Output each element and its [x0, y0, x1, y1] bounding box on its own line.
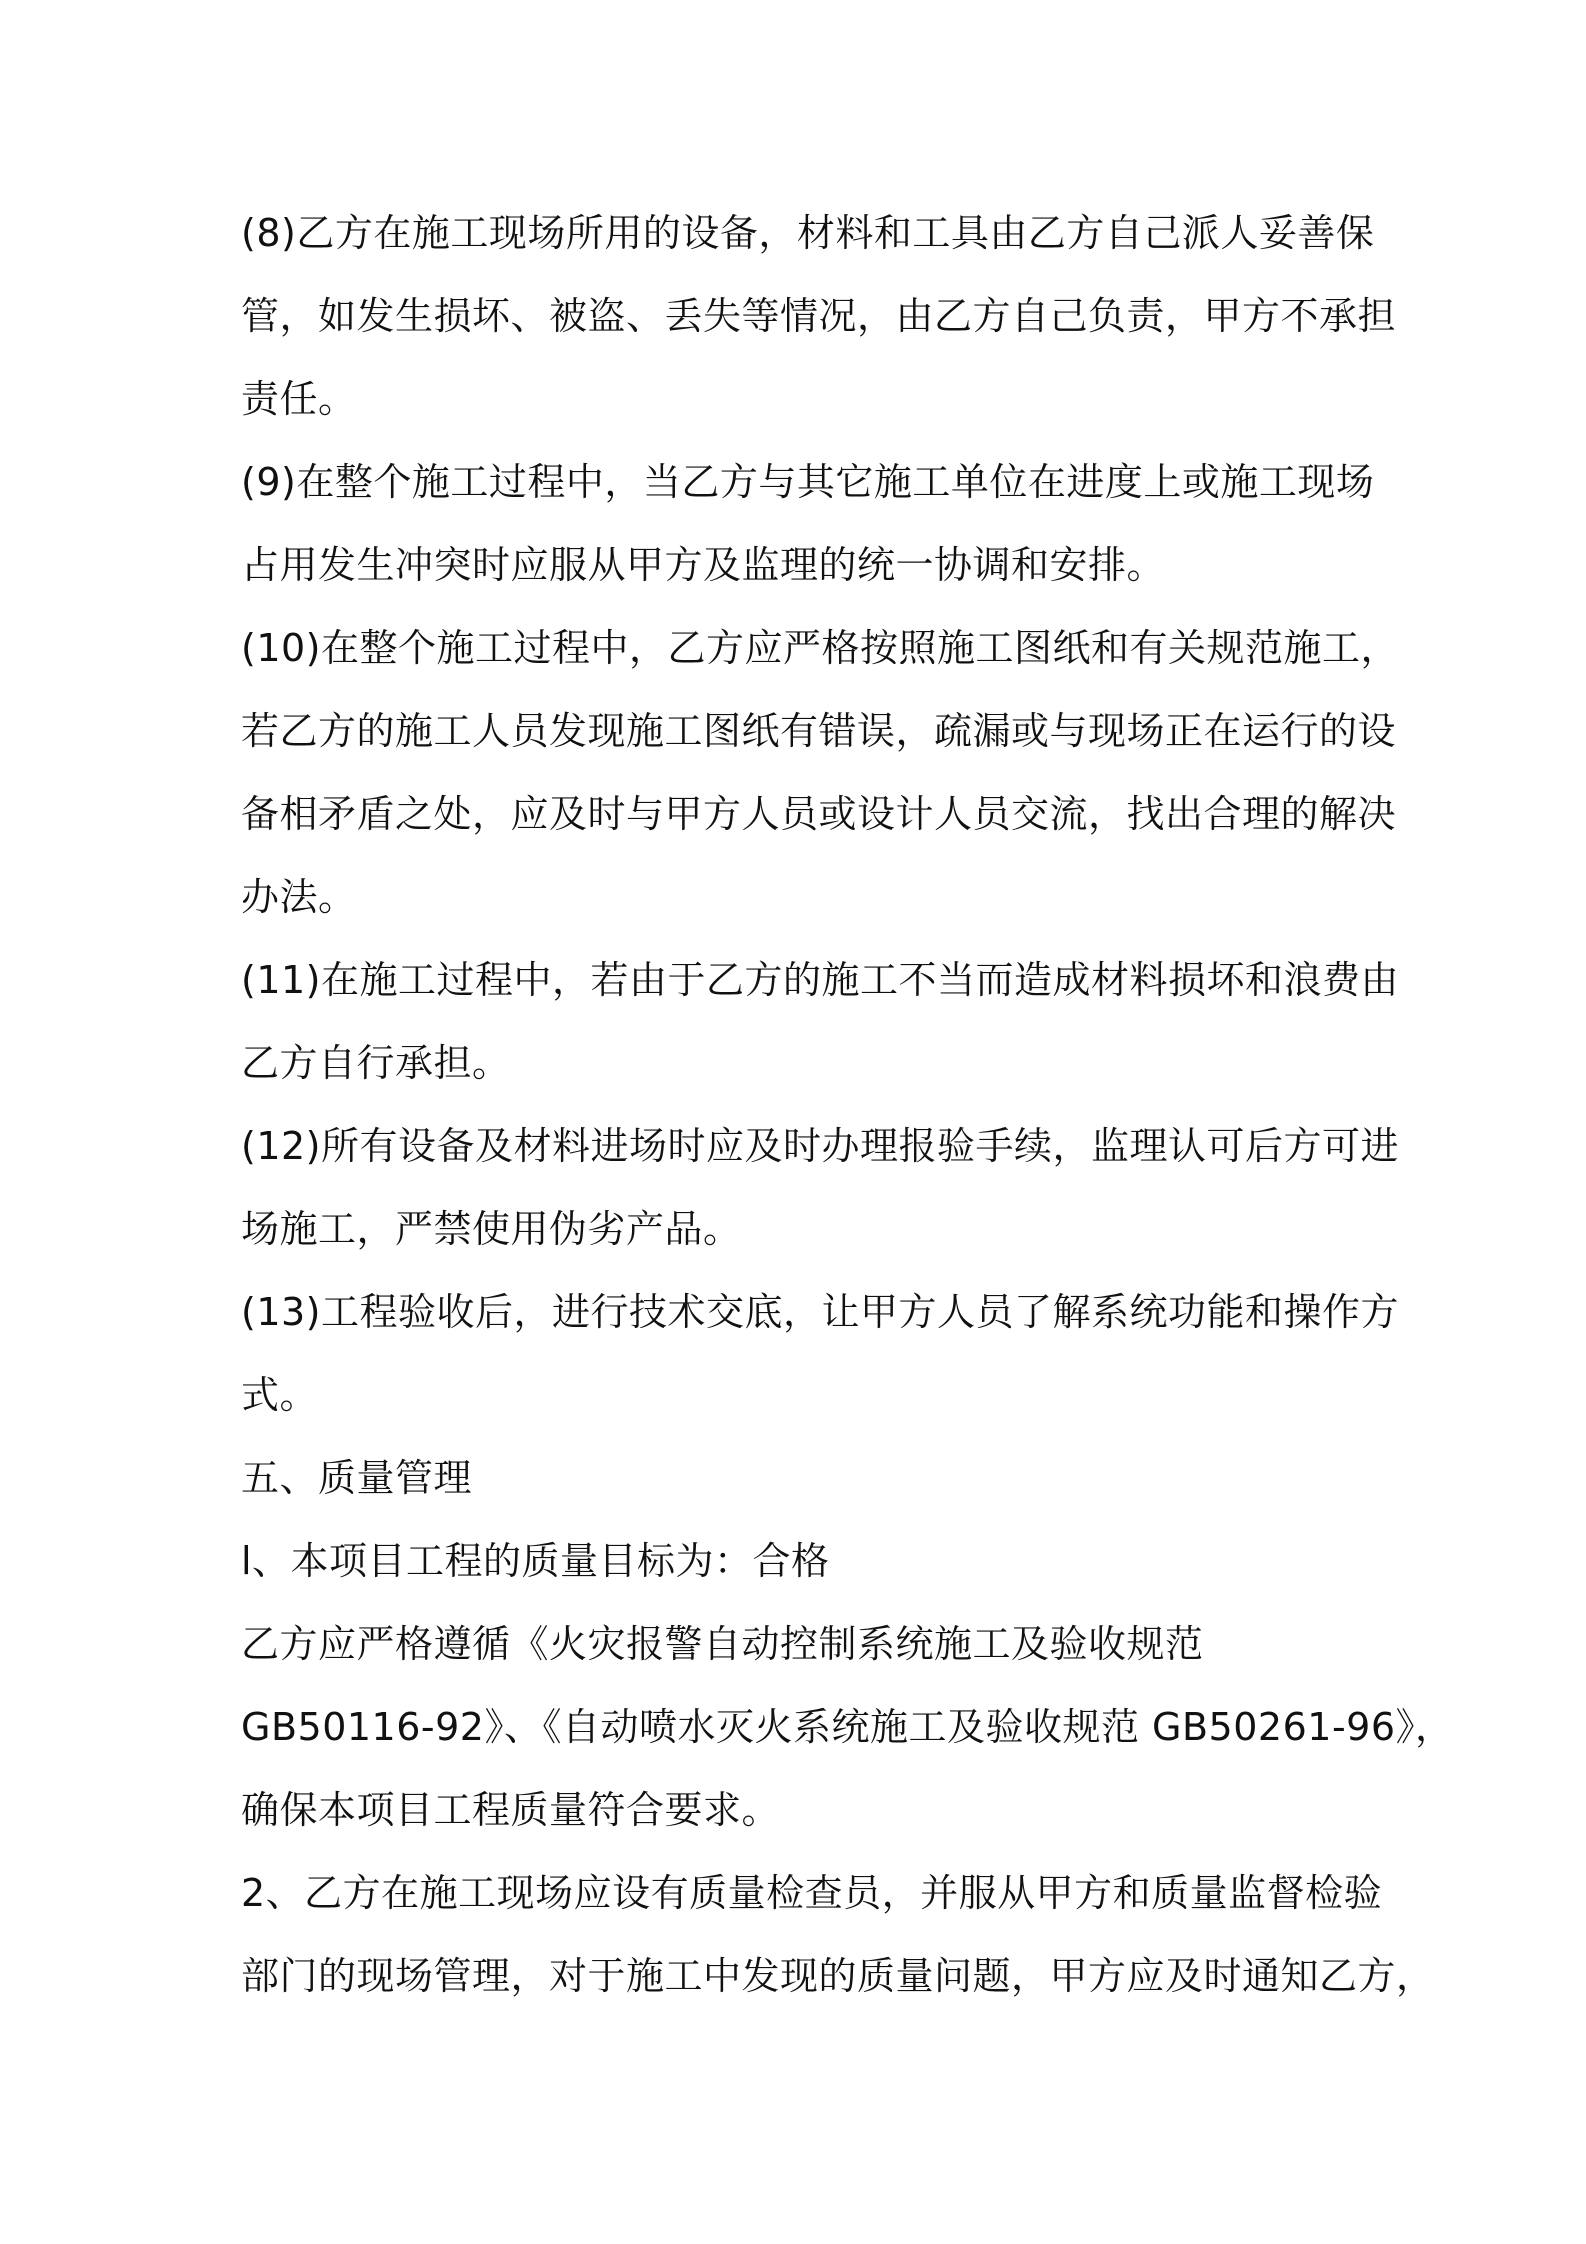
paragraph-quality-inspector — [241, 1852, 1435, 2018]
paragraph-item-11 — [241, 939, 1400, 1105]
text-line: 式。 — [241, 1373, 319, 1417]
text-line: 管，如发生损坏、被盗、丢失等情况，由乙方自己负责，甲方不承担 — [241, 294, 1397, 338]
paragraph-item-13 — [241, 1271, 1400, 1437]
paragraph-item-10 — [241, 607, 1400, 939]
text-line: 若乙方的施工人员发现施工图纸有错误，疏漏或与现场正在运行的设 — [241, 709, 1397, 753]
text-line: (13)工程验收后，进行技术交底，让甲方人员了解系统功能和操作方 — [241, 1290, 1400, 1334]
text-line: (11)在施工过程中，若由于乙方的施工不当而造成材料损坏和浪费由 — [241, 958, 1400, 1002]
paragraph-item-8 — [241, 192, 1397, 441]
text-line: 乙方自行承担。 — [241, 1041, 511, 1085]
text-line: 备相矛盾之处，应及时与甲方人员或设计人员交流，找出合理的解决 — [241, 792, 1397, 836]
text-line: 2、乙方在施工现场应设有质量检查员，并服从甲方和质量监督检验 — [241, 1871, 1383, 1915]
text-line: (10)在整个施工过程中，乙方应严格按照施工图纸和有关规范施工， — [241, 626, 1400, 670]
text-line: 乙方应严格遵循《火灾报警自动控制系统施工及验收规范 — [241, 1622, 1204, 1666]
paragraph-standards — [241, 1603, 1454, 1852]
text-line: 责任。 — [241, 377, 357, 421]
text-line: (9)在整个施工过程中，当乙方与其它施工单位在进度上或施工现场 — [241, 460, 1375, 504]
paragraph-quality-goal — [241, 1520, 1356, 1603]
section-heading-quality — [241, 1437, 1356, 1520]
document-body — [241, 192, 1454, 2018]
text-line: 确保本项目工程质量符合要求。 — [241, 1788, 781, 1832]
paragraph-item-9 — [241, 441, 1375, 607]
text-line: 占用发生冲突时应服从甲方及监理的统一协调和安排。 — [241, 543, 1166, 587]
text-line: (8)乙方在施工现场所用的设备，材料和工具由乙方自己派人妥善保 — [241, 211, 1375, 255]
text-line: 场施工，严禁使用伪劣产品。 — [241, 1207, 742, 1251]
text-line: l、本项目工程的质量目标为：合格 — [241, 1539, 830, 1583]
text-line: (12)所有设备及材料进场时应及时办理报验手续，监理认可后方可进 — [241, 1124, 1400, 1168]
text-line: 部门的现场管理，对于施工中发现的质量问题，甲方应及时通知乙方， — [241, 1954, 1435, 1998]
paragraph-item-12 — [241, 1105, 1400, 1271]
section-heading: 五、质量管理 — [241, 1456, 473, 1500]
text-line: GB50116-92》、《自动喷水灭火系统施工及验收规范 GB50261-96》， — [241, 1705, 1454, 1749]
text-line: 办法。 — [241, 875, 357, 919]
